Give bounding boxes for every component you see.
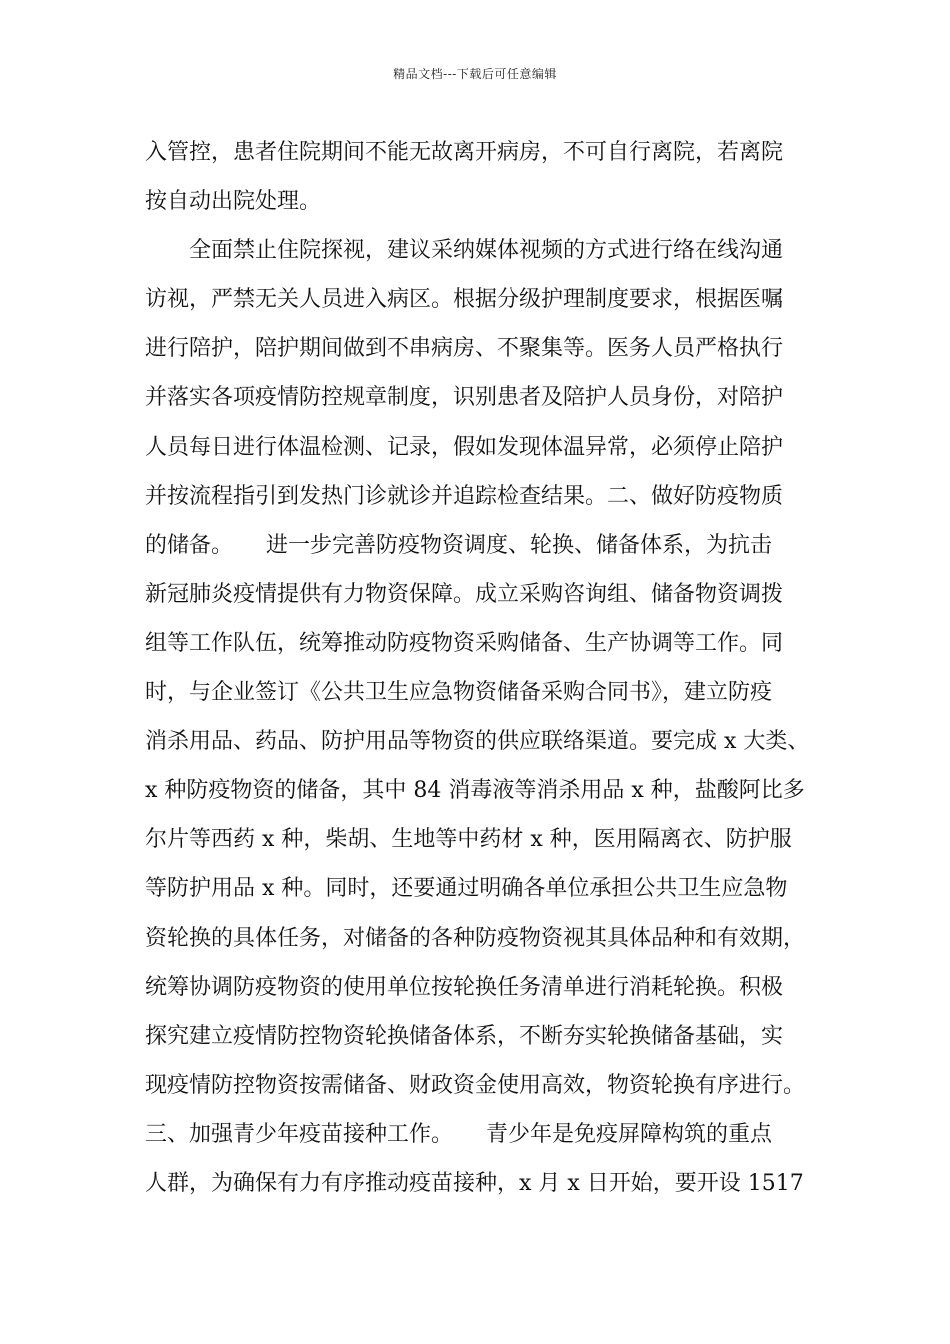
- text-line: 人群，为确保有力有序推动疫苗接种，x 月 x 日开始，要开设 1517: [145, 1170, 804, 1196]
- text-line: 等防护用品 x 种。同时，还要通过明确各单位承担公共卫生应急物: [145, 876, 788, 902]
- text-line: 新冠肺炎疫情提供有力物资保障。成立采购咨询组、储备物资调拨: [145, 581, 784, 607]
- text-line: 访视，严禁无关人员进入病区。根据分级护理制度要求，根据医嘱: [145, 287, 784, 313]
- text-line: 并落实各项疫情防控规章制度，识别患者及陪护人员身份，对陪护: [145, 385, 784, 411]
- text-line: 全面禁止住院探视，建议采纳媒体视频的方式进行络在线沟通: [145, 238, 784, 264]
- text-line: 探究建立疫情防控物资轮换储备体系，不断夯实轮换储备基础，实: [145, 1023, 784, 1049]
- text-line: 时，与企业签订《公共卫生应急物资储备采购合同书》，建立防疫: [145, 680, 773, 706]
- text-line: 统筹协调防疫物资的使用单位按轮换任务清单进行消耗轮换。积极: [145, 974, 784, 1000]
- text-line: 并按流程指引到发热门诊就诊并追踪检查结果。二、做好防疫物质: [145, 483, 784, 509]
- page-header: 精品文档---下载后可任意编辑: [393, 67, 557, 81]
- text-line: 人员每日进行体温检测、记录，假如发现体温异常，必须停止陪护: [145, 434, 784, 460]
- document-body: [145, 128, 835, 1208]
- text-line: 资轮换的具体任务，对储备的各种防疫物资视其具体品种和有效期，: [145, 925, 806, 951]
- text-line: 现疫情防控物资按需储备、财政资金使用高效，物资轮换有序进行。: [145, 1072, 806, 1098]
- text-line: 三、加强青少年疫苗接种工作。 青少年是免疫屏障构筑的重点: [145, 1121, 773, 1147]
- text-line: 消杀用品、药品、防护用品等物资的供应联络渠道。要完成 x 大类、: [145, 729, 810, 755]
- text-line: 组等工作队伍，统筹推动防疫物资采购储备、生产协调等工作。同: [145, 630, 784, 656]
- text-line: 进行陪护，陪护期间做到不串病房、不聚集等。医务人员严格执行: [145, 336, 784, 362]
- text-line: 按自动出院处理。: [145, 189, 322, 215]
- text-line: 入管控，患者住院期间不能无故离开病房，不可自行离院，若离院: [145, 140, 784, 165]
- text-line: 的储备。 进一步完善防疫物资调度、轮换、储备体系，为抗击: [145, 532, 773, 558]
- text-line: x 种防疫物资的储备，其中 84 消毒液等消杀用品 x 种，盐酸阿比多: [145, 778, 805, 804]
- text-line: 尔片等西药 x 种，柴胡、生地等中药材 x 种，医用隔离衣、防护服: [145, 827, 792, 853]
